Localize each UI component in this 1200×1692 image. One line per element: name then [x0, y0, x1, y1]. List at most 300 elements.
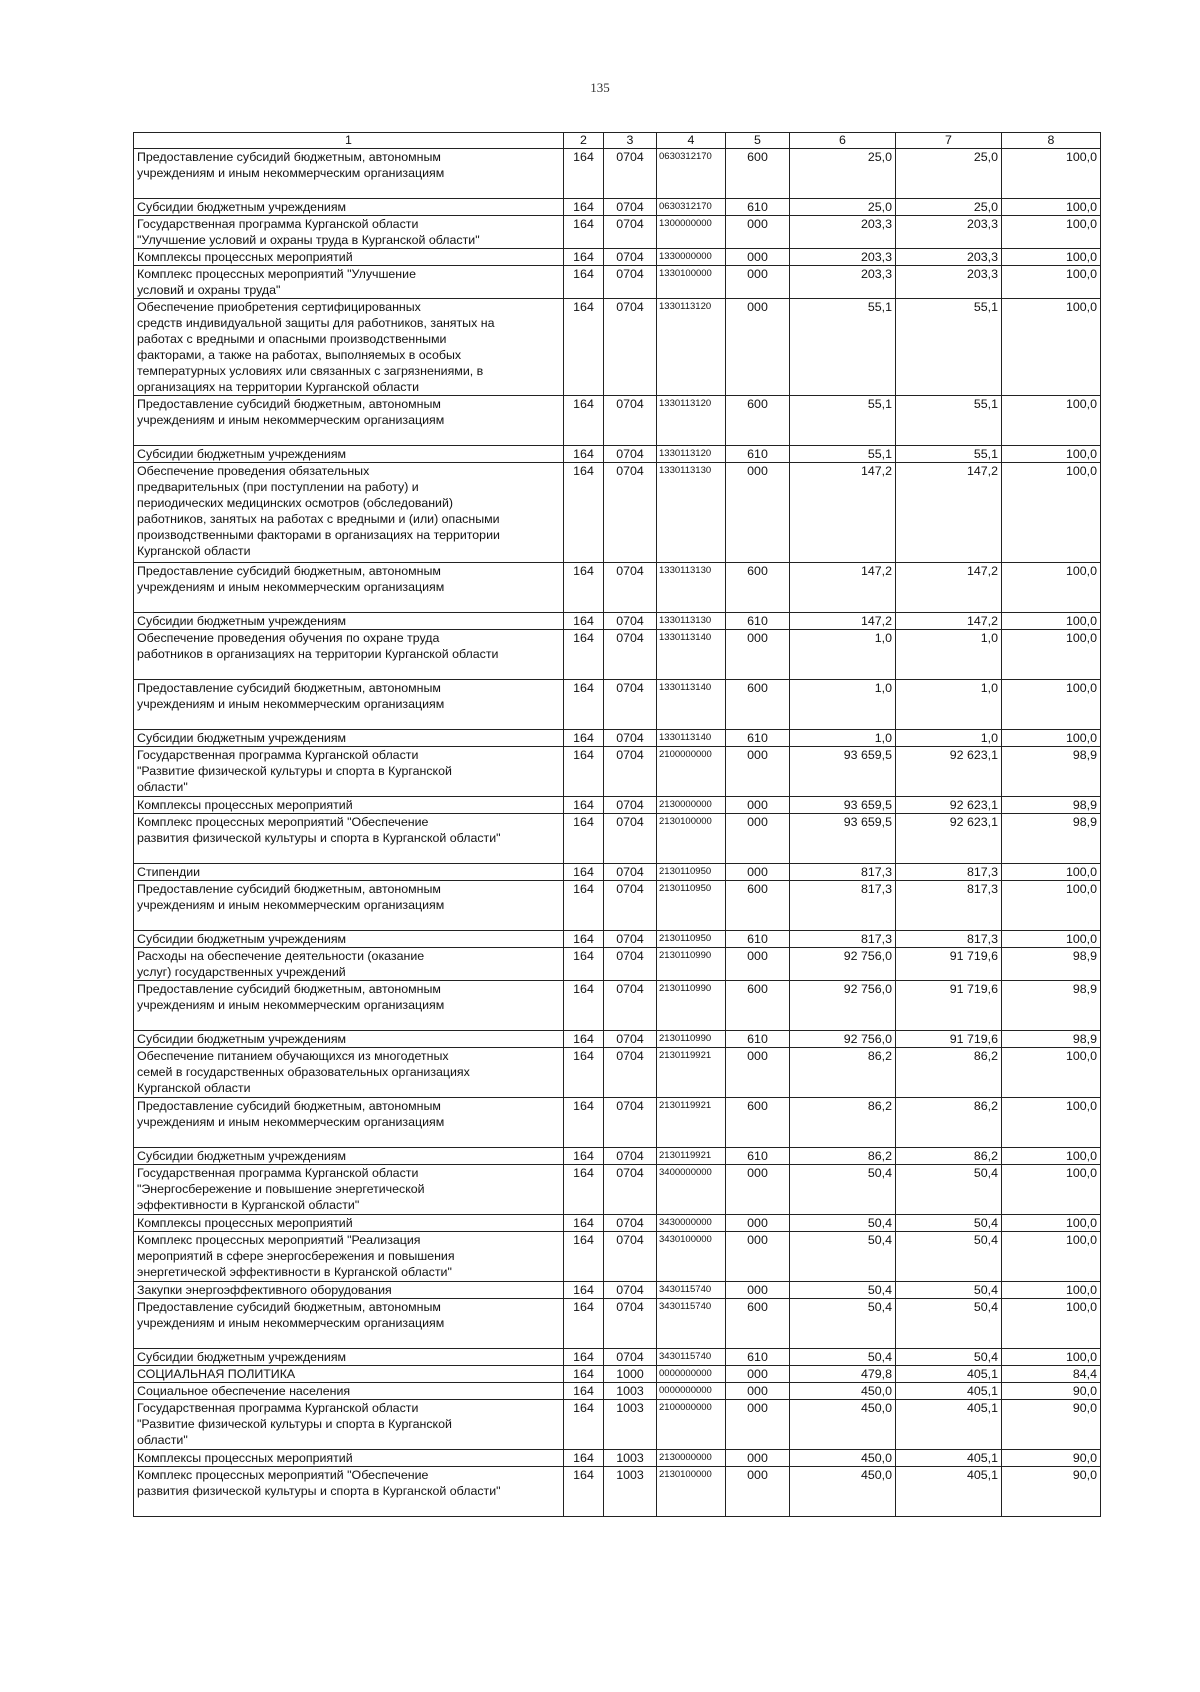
row-executed-cell: 405,1 [896, 1366, 1002, 1383]
row-planned-cell: 86,2 [790, 1148, 896, 1165]
row-planned-cell: 50,4 [790, 1232, 896, 1282]
row-percent-cell: 100,0 [1002, 931, 1101, 948]
row-percent-cell: 98,9 [1002, 981, 1101, 1031]
row-section-code-cell: 0704 [604, 1299, 657, 1349]
row-executed-cell: 91 719,6 [896, 1031, 1002, 1048]
row-planned-cell: 817,3 [790, 864, 896, 881]
row-target-code-cell: 1330113130 [657, 463, 726, 563]
row-percent-cell: 100,0 [1002, 1299, 1101, 1349]
row-executed-cell: 92 623,1 [896, 814, 1002, 864]
row-target-code-cell: 2130000000 [657, 797, 726, 814]
row-expense-type-cell: 000 [726, 864, 790, 881]
row-target-code-cell: 2130119921 [657, 1098, 726, 1148]
row-expense-type-cell: 610 [726, 199, 790, 216]
row-target-code-cell: 3430115740 [657, 1282, 726, 1299]
row-executed-cell: 817,3 [896, 931, 1002, 948]
row-section-code-cell: 0704 [604, 463, 657, 563]
row-executed-cell: 50,4 [896, 1299, 1002, 1349]
table-row [134, 630, 1101, 680]
row-target-code-cell: 2130110990 [657, 948, 726, 981]
row-expense-type-cell: 610 [726, 931, 790, 948]
row-planned-cell: 1,0 [790, 730, 896, 747]
header-col-6: 6 [790, 133, 896, 149]
row-admin-code-cell: 164 [564, 1165, 604, 1215]
row-target-code-cell: 2130110990 [657, 1031, 726, 1048]
budget-table [133, 132, 1101, 1517]
row-name-cell: Субсидии бюджетным учреждениям [134, 1031, 564, 1048]
row-expense-type-cell: 000 [726, 797, 790, 814]
row-percent-cell: 100,0 [1002, 396, 1101, 446]
row-executed-cell: 55,1 [896, 446, 1002, 463]
row-name-cell: Расходы на обеспечение деятельности (оказание услуг) государственных учреждений [134, 948, 564, 981]
row-executed-cell: 147,2 [896, 613, 1002, 630]
row-planned-cell: 50,4 [790, 1299, 896, 1349]
row-section-code-cell: 0704 [604, 730, 657, 747]
row-admin-code-cell: 164 [564, 931, 604, 948]
row-percent-cell: 100,0 [1002, 463, 1101, 563]
row-name-cell: Комплексы процессных мероприятий [134, 797, 564, 814]
row-admin-code-cell: 164 [564, 1048, 604, 1098]
row-target-code-cell: 0000000000 [657, 1383, 726, 1400]
row-percent-cell: 100,0 [1002, 1098, 1101, 1148]
table-row [134, 396, 1101, 446]
row-executed-cell: 1,0 [896, 730, 1002, 747]
row-executed-cell: 55,1 [896, 299, 1002, 396]
row-target-code-cell: 2130000000 [657, 1450, 726, 1467]
row-section-code-cell: 0704 [604, 1048, 657, 1098]
table-row [134, 249, 1101, 266]
table-row [134, 864, 1101, 881]
table-row [134, 1048, 1101, 1098]
row-target-code-cell: 2100000000 [657, 1400, 726, 1450]
row-target-code-cell: 2130119921 [657, 1148, 726, 1165]
row-expense-type-cell: 610 [726, 446, 790, 463]
row-percent-cell: 84,4 [1002, 1366, 1101, 1383]
row-section-code-cell: 0704 [604, 1282, 657, 1299]
row-target-code-cell: 1330113140 [657, 680, 726, 730]
row-admin-code-cell: 164 [564, 463, 604, 563]
table-row [134, 299, 1101, 396]
row-section-code-cell: 0704 [604, 149, 657, 199]
row-section-code-cell: 1003 [604, 1383, 657, 1400]
row-name-cell: Комплексы процессных мероприятий [134, 1450, 564, 1467]
row-executed-cell: 86,2 [896, 1098, 1002, 1148]
row-executed-cell: 92 623,1 [896, 797, 1002, 814]
row-name-cell: Государственная программа Курганской области "Развитие физической культуры и спорта в Курганской области" [134, 1400, 564, 1450]
row-expense-type-cell: 610 [726, 1148, 790, 1165]
row-name-cell: Субсидии бюджетным учреждениям [134, 1349, 564, 1366]
row-percent-cell: 100,0 [1002, 266, 1101, 299]
row-planned-cell: 93 659,5 [790, 747, 896, 797]
row-executed-cell: 405,1 [896, 1450, 1002, 1467]
row-expense-type-cell: 000 [726, 1232, 790, 1282]
row-admin-code-cell: 164 [564, 1349, 604, 1366]
row-name-cell: Комплексы процессных мероприятий [134, 1215, 564, 1232]
row-expense-type-cell: 610 [726, 1349, 790, 1366]
row-name-cell: Обеспечение проведения обязательных предварительных (при поступлении на работу) и периодических медицинских осмотров (обследований) работников, занятых на работах с вредными и (или) опасными производственными факторами в организациях на территории Курганской области [134, 463, 564, 563]
row-admin-code-cell: 164 [564, 1148, 604, 1165]
row-section-code-cell: 0704 [604, 563, 657, 613]
row-expense-type-cell: 000 [726, 814, 790, 864]
table-header-row [134, 133, 1101, 149]
row-percent-cell: 100,0 [1002, 299, 1101, 396]
row-percent-cell: 100,0 [1002, 249, 1101, 266]
row-name-cell: Закупки энергоэффективного оборудования [134, 1282, 564, 1299]
row-target-code-cell: 1330000000 [657, 249, 726, 266]
row-section-code-cell: 1000 [604, 1366, 657, 1383]
table-row [134, 1299, 1101, 1349]
row-admin-code-cell: 164 [564, 446, 604, 463]
row-planned-cell: 1,0 [790, 630, 896, 680]
row-target-code-cell: 2130119921 [657, 1048, 726, 1098]
row-expense-type-cell: 000 [726, 1400, 790, 1450]
row-planned-cell: 450,0 [790, 1400, 896, 1450]
row-expense-type-cell: 000 [726, 1450, 790, 1467]
row-percent-cell: 100,0 [1002, 446, 1101, 463]
table-row [134, 216, 1101, 249]
row-target-code-cell: 2130100000 [657, 1467, 726, 1517]
row-executed-cell: 50,4 [896, 1349, 1002, 1366]
row-section-code-cell: 1003 [604, 1400, 657, 1450]
row-target-code-cell: 0630312170 [657, 199, 726, 216]
row-section-code-cell: 0704 [604, 1098, 657, 1148]
row-percent-cell: 100,0 [1002, 1232, 1101, 1282]
table-row [134, 1165, 1101, 1215]
row-section-code-cell: 0704 [604, 1031, 657, 1048]
row-percent-cell: 100,0 [1002, 563, 1101, 613]
header-col-2: 2 [564, 133, 604, 149]
row-admin-code-cell: 164 [564, 299, 604, 396]
row-section-code-cell: 0704 [604, 931, 657, 948]
row-executed-cell: 147,2 [896, 463, 1002, 563]
table-row [134, 446, 1101, 463]
table-row [134, 1467, 1101, 1517]
row-percent-cell: 98,9 [1002, 948, 1101, 981]
table-row [134, 1400, 1101, 1450]
row-percent-cell: 98,9 [1002, 747, 1101, 797]
row-expense-type-cell: 600 [726, 981, 790, 1031]
row-percent-cell: 100,0 [1002, 1349, 1101, 1366]
table-row [134, 463, 1101, 563]
row-admin-code-cell: 164 [564, 981, 604, 1031]
row-section-code-cell: 0704 [604, 864, 657, 881]
row-percent-cell: 90,0 [1002, 1450, 1101, 1467]
row-expense-type-cell: 000 [726, 1383, 790, 1400]
row-target-code-cell: 1330113120 [657, 446, 726, 463]
row-expense-type-cell: 000 [726, 1048, 790, 1098]
row-section-code-cell: 1003 [604, 1467, 657, 1517]
row-section-code-cell: 0704 [604, 747, 657, 797]
row-target-code-cell: 3430000000 [657, 1215, 726, 1232]
row-name-cell: Субсидии бюджетным учреждениям [134, 931, 564, 948]
row-admin-code-cell: 164 [564, 266, 604, 299]
row-admin-code-cell: 164 [564, 1098, 604, 1148]
row-executed-cell: 405,1 [896, 1400, 1002, 1450]
table-row [134, 948, 1101, 981]
row-section-code-cell: 0704 [604, 266, 657, 299]
row-section-code-cell: 0704 [604, 797, 657, 814]
row-target-code-cell: 2130100000 [657, 814, 726, 864]
table-row [134, 266, 1101, 299]
row-planned-cell: 92 756,0 [790, 948, 896, 981]
row-admin-code-cell: 164 [564, 1450, 604, 1467]
row-expense-type-cell: 000 [726, 266, 790, 299]
row-executed-cell: 25,0 [896, 149, 1002, 199]
header-col-1: 1 [134, 133, 564, 149]
row-planned-cell: 450,0 [790, 1450, 896, 1467]
row-executed-cell: 86,2 [896, 1148, 1002, 1165]
row-planned-cell: 55,1 [790, 396, 896, 446]
row-target-code-cell: 3430115740 [657, 1299, 726, 1349]
table-row [134, 1148, 1101, 1165]
row-section-code-cell: 0704 [604, 249, 657, 266]
table-row [134, 881, 1101, 931]
row-target-code-cell: 0000000000 [657, 1366, 726, 1383]
row-planned-cell: 55,1 [790, 299, 896, 396]
row-name-cell: Субсидии бюджетным учреждениям [134, 730, 564, 747]
row-planned-cell: 817,3 [790, 881, 896, 931]
row-admin-code-cell: 164 [564, 563, 604, 613]
row-name-cell: Комплекс процессных мероприятий "Реализация мероприятий в сфере энергосбережения и повышения энергетической эффективности в Курганской области" [134, 1232, 564, 1282]
row-expense-type-cell: 000 [726, 1215, 790, 1232]
row-executed-cell: 203,3 [896, 266, 1002, 299]
row-name-cell: Стипендии [134, 864, 564, 881]
row-name-cell: Комплекс процессных мероприятий "Обеспечение развития физической культуры и спорта в Курганской области" [134, 814, 564, 864]
row-percent-cell: 100,0 [1002, 199, 1101, 216]
table-row [134, 730, 1101, 747]
row-section-code-cell: 0704 [604, 680, 657, 730]
header-col-8: 8 [1002, 133, 1101, 149]
row-expense-type-cell: 610 [726, 730, 790, 747]
row-executed-cell: 50,4 [896, 1165, 1002, 1215]
row-target-code-cell: 1330113120 [657, 396, 726, 446]
header-col-7: 7 [896, 133, 1002, 149]
table-row [134, 613, 1101, 630]
row-expense-type-cell: 610 [726, 1031, 790, 1048]
row-admin-code-cell: 164 [564, 1383, 604, 1400]
row-executed-cell: 91 719,6 [896, 981, 1002, 1031]
row-admin-code-cell: 164 [564, 814, 604, 864]
row-target-code-cell: 2130110990 [657, 981, 726, 1031]
row-admin-code-cell: 164 [564, 199, 604, 216]
row-planned-cell: 93 659,5 [790, 797, 896, 814]
row-executed-cell: 91 719,6 [896, 948, 1002, 981]
row-name-cell: Предоставление субсидий бюджетным, автономным учреждениям и иным некоммерческим организациям [134, 881, 564, 931]
row-expense-type-cell: 600 [726, 881, 790, 931]
table-row [134, 797, 1101, 814]
row-planned-cell: 92 756,0 [790, 1031, 896, 1048]
row-planned-cell: 450,0 [790, 1383, 896, 1400]
row-expense-type-cell: 600 [726, 149, 790, 199]
row-percent-cell: 100,0 [1002, 680, 1101, 730]
row-expense-type-cell: 000 [726, 1467, 790, 1517]
row-admin-code-cell: 164 [564, 216, 604, 249]
row-admin-code-cell: 164 [564, 881, 604, 931]
row-planned-cell: 50,4 [790, 1165, 896, 1215]
row-percent-cell: 98,9 [1002, 1031, 1101, 1048]
row-planned-cell: 817,3 [790, 931, 896, 948]
row-name-cell: Предоставление субсидий бюджетным, автономным учреждениям и иным некоммерческим организациям [134, 563, 564, 613]
row-name-cell: Предоставление субсидий бюджетным, автономным учреждениям и иным некоммерческим организациям [134, 680, 564, 730]
row-section-code-cell: 0704 [604, 396, 657, 446]
row-admin-code-cell: 164 [564, 249, 604, 266]
table-body [134, 149, 1101, 1517]
row-percent-cell: 100,0 [1002, 1165, 1101, 1215]
row-planned-cell: 25,0 [790, 149, 896, 199]
row-section-code-cell: 0704 [604, 1349, 657, 1366]
row-percent-cell: 100,0 [1002, 630, 1101, 680]
row-planned-cell: 203,3 [790, 249, 896, 266]
row-target-code-cell: 1330113130 [657, 563, 726, 613]
row-name-cell: Комплекс процессных мероприятий "Улучшение условий и охраны труда" [134, 266, 564, 299]
row-section-code-cell: 1003 [604, 1450, 657, 1467]
row-expense-type-cell: 000 [726, 299, 790, 396]
row-section-code-cell: 0704 [604, 216, 657, 249]
row-planned-cell: 50,4 [790, 1349, 896, 1366]
row-planned-cell: 203,3 [790, 216, 896, 249]
row-percent-cell: 100,0 [1002, 613, 1101, 630]
row-percent-cell: 100,0 [1002, 881, 1101, 931]
row-name-cell: Субсидии бюджетным учреждениям [134, 199, 564, 216]
table-row [134, 1215, 1101, 1232]
row-admin-code-cell: 164 [564, 1215, 604, 1232]
header-col-4: 4 [657, 133, 726, 149]
row-target-code-cell: 3400000000 [657, 1165, 726, 1215]
row-planned-cell: 203,3 [790, 266, 896, 299]
row-expense-type-cell: 000 [726, 630, 790, 680]
row-name-cell: Обеспечение проведения обучения по охране труда работников в организациях на территории Курганской области [134, 630, 564, 680]
row-admin-code-cell: 164 [564, 864, 604, 881]
row-name-cell: Социальное обеспечение населения [134, 1383, 564, 1400]
row-planned-cell: 1,0 [790, 680, 896, 730]
table-row [134, 981, 1101, 1031]
row-name-cell: Обеспечение приобретения сертифицированных средств индивидуальной защиты для работников, занятых на работах с вредными и опасными производственными факторами, а также на работах, выполняемых в особых температурных условиях или связанных с загрязнениями, в организациях на территории Курганской области [134, 299, 564, 396]
row-executed-cell: 50,4 [896, 1282, 1002, 1299]
table-row [134, 931, 1101, 948]
row-percent-cell: 100,0 [1002, 1215, 1101, 1232]
row-target-code-cell: 1300000000 [657, 216, 726, 249]
row-admin-code-cell: 164 [564, 396, 604, 446]
row-section-code-cell: 0704 [604, 1148, 657, 1165]
row-admin-code-cell: 164 [564, 1366, 604, 1383]
row-expense-type-cell: 000 [726, 1366, 790, 1383]
row-expense-type-cell: 000 [726, 249, 790, 266]
row-name-cell: Государственная программа Курганской области "Улучшение условий и охраны труда в Курганской области" [134, 216, 564, 249]
row-percent-cell: 100,0 [1002, 216, 1101, 249]
row-name-cell: Комплекс процессных мероприятий "Обеспечение развития физической культуры и спорта в Курганской области" [134, 1467, 564, 1517]
row-admin-code-cell: 164 [564, 1467, 604, 1517]
row-executed-cell: 50,4 [896, 1232, 1002, 1282]
row-expense-type-cell: 600 [726, 563, 790, 613]
row-percent-cell: 90,0 [1002, 1400, 1101, 1450]
row-planned-cell: 450,0 [790, 1467, 896, 1517]
row-expense-type-cell: 600 [726, 1299, 790, 1349]
row-planned-cell: 25,0 [790, 199, 896, 216]
row-target-code-cell: 2130110950 [657, 881, 726, 931]
row-executed-cell: 817,3 [896, 864, 1002, 881]
table-row [134, 1366, 1101, 1383]
row-section-code-cell: 0704 [604, 613, 657, 630]
row-admin-code-cell: 164 [564, 680, 604, 730]
row-executed-cell: 1,0 [896, 680, 1002, 730]
row-admin-code-cell: 164 [564, 1232, 604, 1282]
table-row [134, 1282, 1101, 1299]
row-target-code-cell: 1330113120 [657, 299, 726, 396]
row-name-cell: Предоставление субсидий бюджетным, автономным учреждениям и иным некоммерческим организациям [134, 1299, 564, 1349]
row-planned-cell: 479,8 [790, 1366, 896, 1383]
row-admin-code-cell: 164 [564, 1400, 604, 1450]
row-executed-cell: 817,3 [896, 881, 1002, 931]
row-executed-cell: 86,2 [896, 1048, 1002, 1098]
row-expense-type-cell: 000 [726, 1282, 790, 1299]
row-target-code-cell: 3430100000 [657, 1232, 726, 1282]
row-executed-cell: 203,3 [896, 249, 1002, 266]
row-name-cell: Государственная программа Курганской области "Энергосбережение и повышение энергетической эффективности в Курганской области" [134, 1165, 564, 1215]
row-percent-cell: 90,0 [1002, 1383, 1101, 1400]
row-planned-cell: 93 659,5 [790, 814, 896, 864]
row-name-cell: Предоставление субсидий бюджетным, автономным учреждениям и иным некоммерческим организациям [134, 149, 564, 199]
row-executed-cell: 405,1 [896, 1467, 1002, 1517]
row-section-code-cell: 0704 [604, 1165, 657, 1215]
row-percent-cell: 98,9 [1002, 797, 1101, 814]
row-section-code-cell: 0704 [604, 981, 657, 1031]
row-section-code-cell: 0704 [604, 881, 657, 931]
row-target-code-cell: 2130110950 [657, 864, 726, 881]
row-planned-cell: 147,2 [790, 563, 896, 613]
table-row [134, 563, 1101, 613]
row-section-code-cell: 0704 [604, 446, 657, 463]
row-name-cell: СОЦИАЛЬНАЯ ПОЛИТИКА [134, 1366, 564, 1383]
row-admin-code-cell: 164 [564, 747, 604, 797]
row-admin-code-cell: 164 [564, 1031, 604, 1048]
row-admin-code-cell: 164 [564, 1299, 604, 1349]
row-planned-cell: 55,1 [790, 446, 896, 463]
row-expense-type-cell: 600 [726, 396, 790, 446]
row-percent-cell: 100,0 [1002, 730, 1101, 747]
row-target-code-cell: 2100000000 [657, 747, 726, 797]
row-name-cell: Комплексы процессных мероприятий [134, 249, 564, 266]
row-target-code-cell: 1330113140 [657, 630, 726, 680]
row-executed-cell: 147,2 [896, 563, 1002, 613]
table-row [134, 1349, 1101, 1366]
row-target-code-cell: 0630312170 [657, 149, 726, 199]
row-name-cell: Обеспечение питанием обучающихся из многодетных семей в государственных образовательных организациях Курганской области [134, 1048, 564, 1098]
page-number: 135 [590, 80, 610, 95]
row-planned-cell: 147,2 [790, 613, 896, 630]
table-row [134, 149, 1101, 199]
row-target-code-cell: 3430115740 [657, 1349, 726, 1366]
row-expense-type-cell: 000 [726, 216, 790, 249]
row-section-code-cell: 0704 [604, 814, 657, 864]
row-admin-code-cell: 164 [564, 149, 604, 199]
row-section-code-cell: 0704 [604, 630, 657, 680]
header-col-5: 5 [726, 133, 790, 149]
row-section-code-cell: 0704 [604, 1232, 657, 1282]
header-col-3: 3 [604, 133, 657, 149]
row-expense-type-cell: 000 [726, 747, 790, 797]
row-executed-cell: 92 623,1 [896, 747, 1002, 797]
row-name-cell: Субсидии бюджетным учреждениям [134, 446, 564, 463]
row-section-code-cell: 0704 [604, 199, 657, 216]
row-admin-code-cell: 164 [564, 1282, 604, 1299]
row-admin-code-cell: 164 [564, 730, 604, 747]
row-expense-type-cell: 000 [726, 1165, 790, 1215]
row-admin-code-cell: 164 [564, 797, 604, 814]
row-name-cell: Субсидии бюджетным учреждениям [134, 613, 564, 630]
row-executed-cell: 1,0 [896, 630, 1002, 680]
table-row [134, 680, 1101, 730]
row-section-code-cell: 0704 [604, 948, 657, 981]
